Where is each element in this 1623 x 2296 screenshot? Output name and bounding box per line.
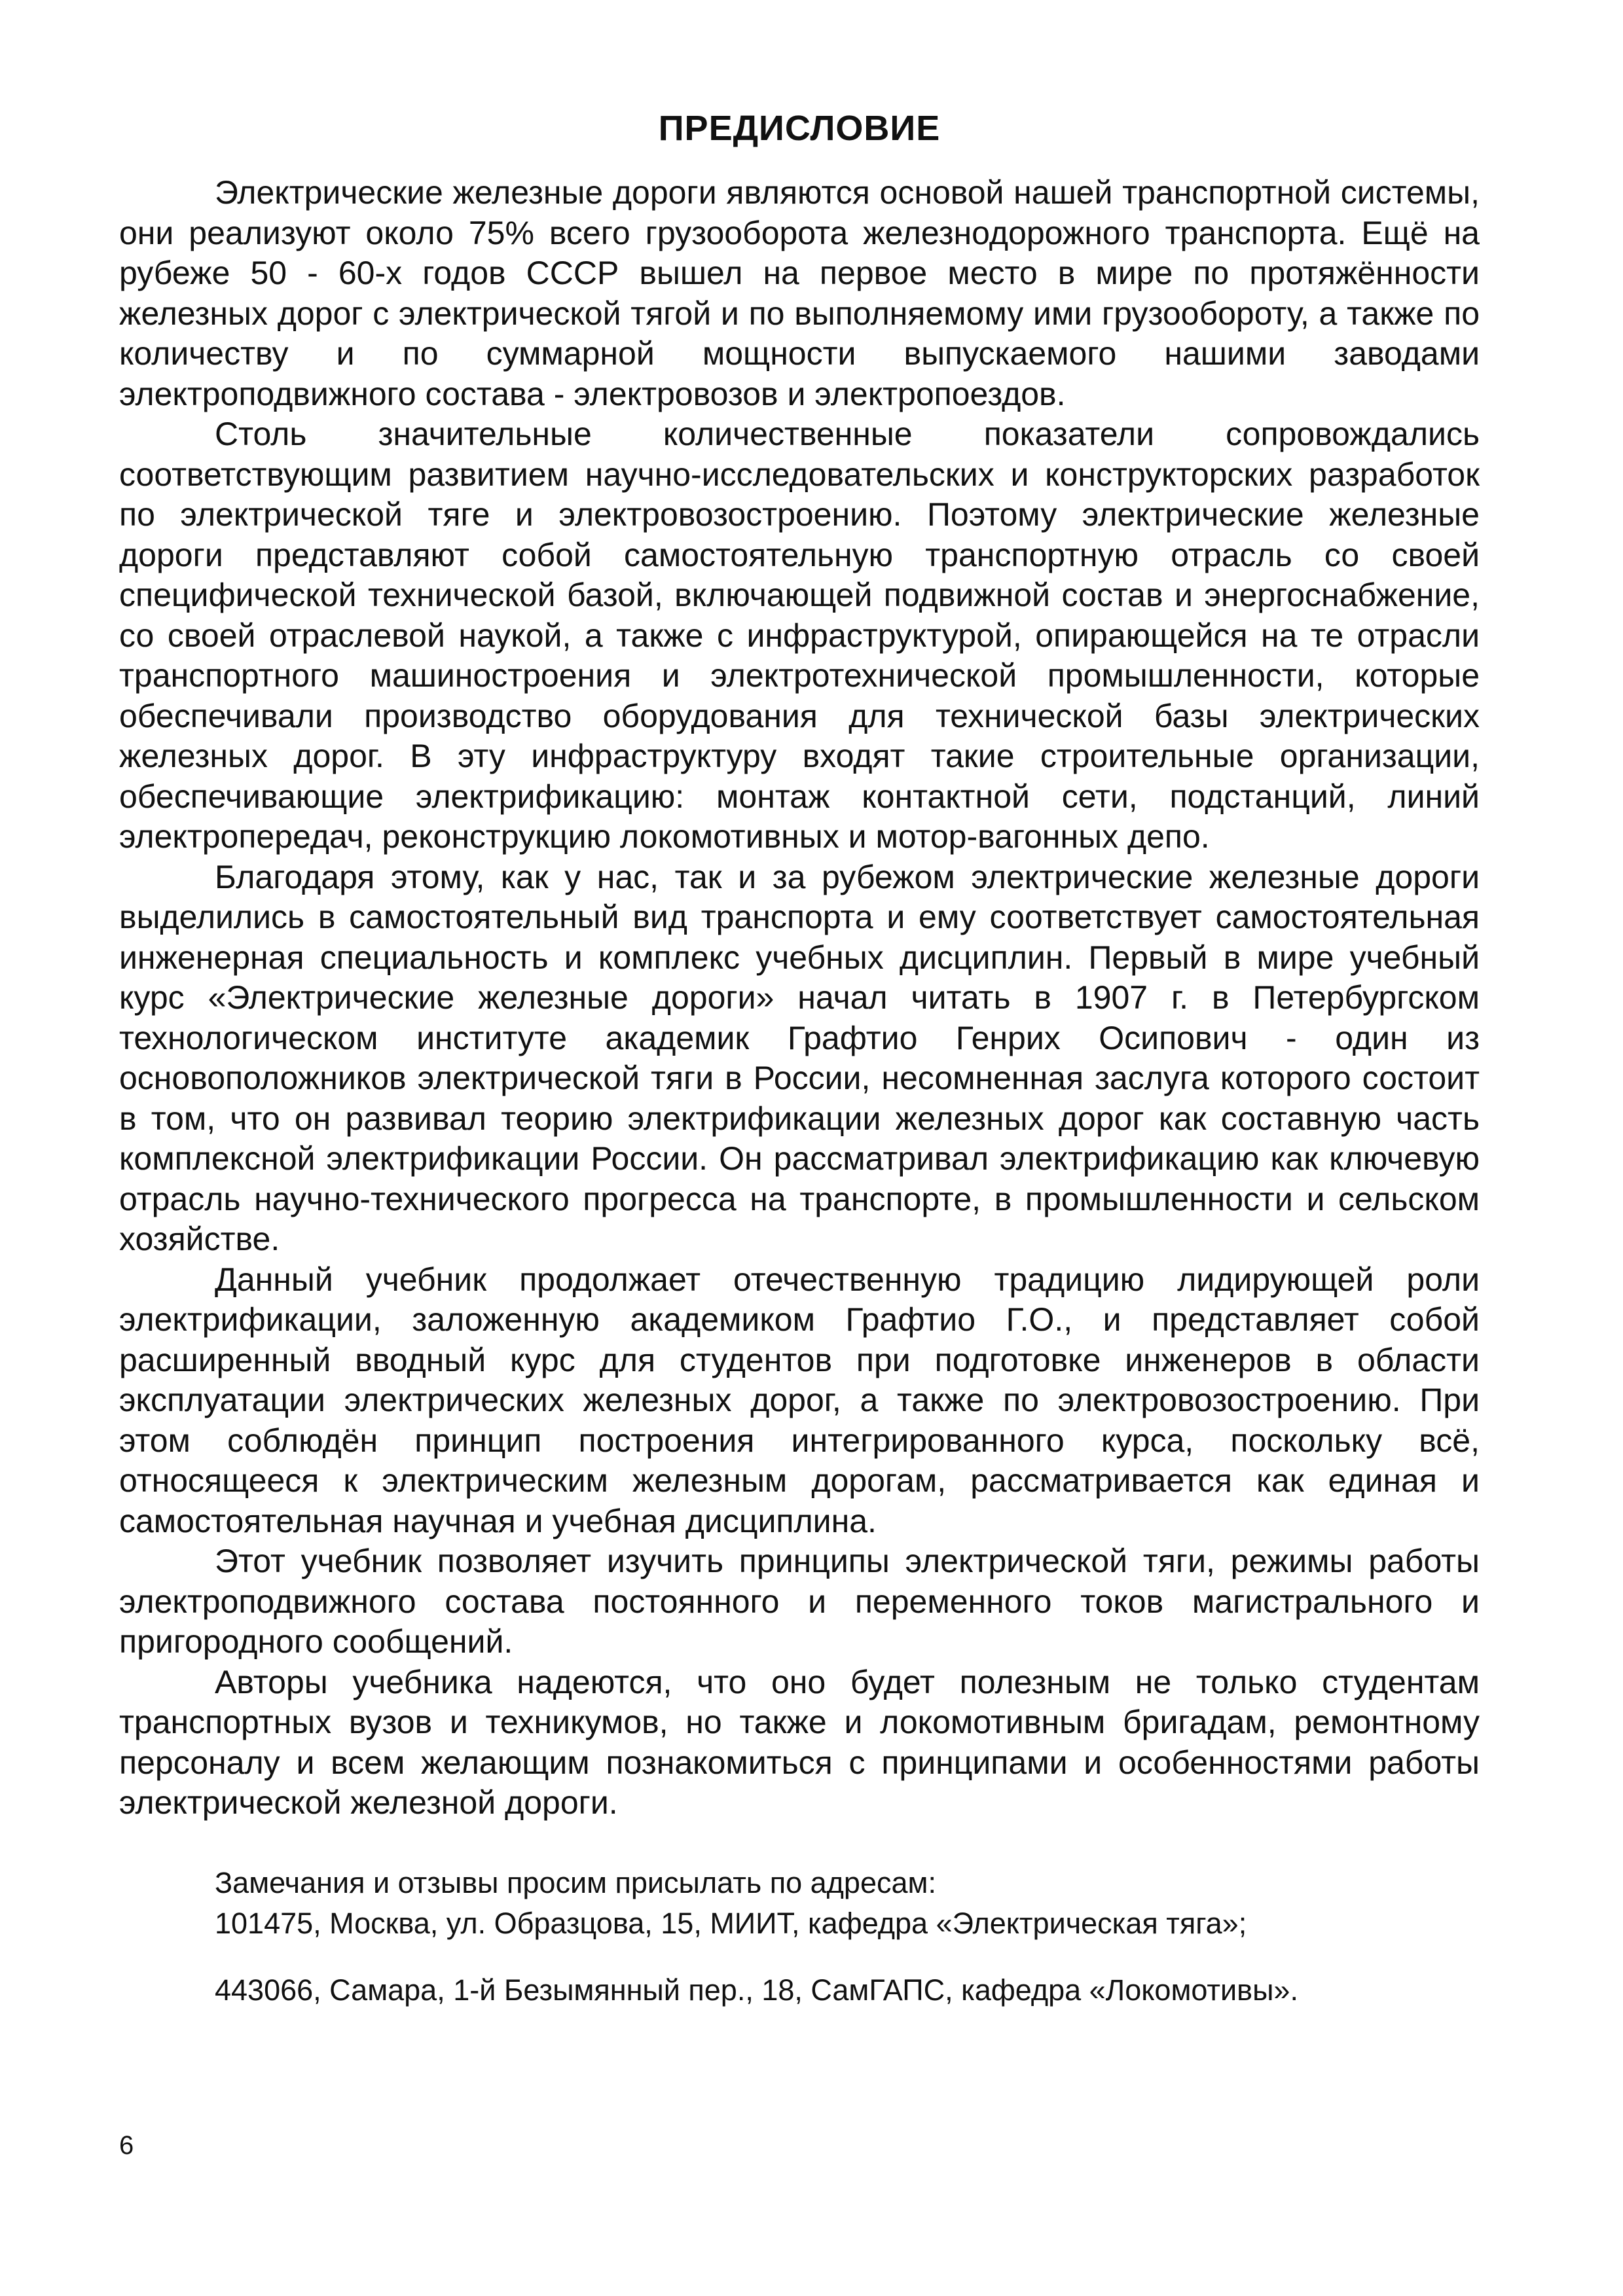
paragraph-2: Столь значительные количественные показатели сопровождались соответствующим развитием научно-исследовательских и конструкторских разработок по электрической тяге и электровозостроению. Поэтому электрические железные дороги представляют собой самостоятельную транспортную отрасль со своей специфической технической базой, включающей подвижной состав и энергоснабжение, со своей отраслевой наукой, а также с инфраструктурой, опирающейся на те отрасли транспортного машиностроения и электротехнической промышленности, которые обеспечивали производство оборудования для технической базы электрических железных дорог. В эту инфраструктуру входят такие строительные организации, обеспечивающие электрификацию: монтаж контактной сети, подстанций, линий электропередач, реконструкцию локомотивных и мотор-вагонных депо. xyxy=(119,416,1480,855)
contacts-address-samgaps: 443066, Самара, 1-й Безымянный пер., 18, СамГАПС, кафедра «Локомотивы». xyxy=(215,1973,1298,2007)
contacts-intro: Замечания и отзывы просим присылать по адресам: xyxy=(215,1865,936,1899)
contacts-block xyxy=(119,1863,1480,2011)
paragraph-4: Данный учебник продолжает отечественную традицию лидирующей роли электрификации, заложенную академиком Графтио Г.О., и представляет собой расширенный вводный курс для студентов при подготовке инженеров в области эксплуатации электрических железных дорог, а также по электровозостроению. При этом соблюдён принцип построения интегрированного курса, поскольку всё, относящееся к электрическим железным дорогам, рассматривается как единая и самостоятельная научная и учебная дисциплина. xyxy=(119,1261,1480,1539)
paragraph-1: Электрические железные дороги являются основой нашей транспортной системы, они реализуют около 75% всего грузооборота железнодорожного транспорта. Ещё на рубеже 50 - 60-х годов СССР вышел на первое место в мире по протяжённости железных дорог с электрической тягой и по выполняемому ими грузообороту, а также по количеству и по суммарной мощности выпускаемого нашими заводами электроподвижного состава - электровозов и электропоездов. xyxy=(119,174,1480,412)
contacts-address-miit: 101475, Москва, ул. Образцова, 15, МИИТ, кафедра «Электрическая тяга»; xyxy=(215,1906,1247,1940)
page-body xyxy=(119,105,1480,2011)
page-title: ПРЕДИСЛОВИЕ xyxy=(658,109,941,148)
page-number: 6 xyxy=(119,2131,134,2160)
paragraph-5: Этот учебник позволяет изучить принципы электрической тяги, режимы работы электроподвижного состава постоянного и переменного токов магистрального и пригородного сообщений. xyxy=(119,1543,1480,1660)
paragraph-6: Авторы учебника надеются, что оно будет полезным не только студентам транспортных вузов и техникумов, но также и локомотивным бригадам, ремонтному персоналу и всем желающим познакомиться с принципами и особенностями работы электрической железной дороги. xyxy=(119,1663,1480,1821)
paragraph-3: Благодаря этому, как у нас, так и за рубежом электрические железные дороги выделились в самостоятельный вид транспорта и ему соответствует самостоятельная инженерная специальность и комплекс учебных дисциплин. Первый в мире учебный курс «Электрические железные дороги» начал читать в 1907 г. в Петербургском технологическом институте академик Графтио Генрих Осипович - один из основоположников электрической тяги в России, несомненная заслуга которого состоит в том, что он развивал теорию электрификации железных дорог как составную часть комплексной электрификации России. Он рассматривал электрификацию как ключевую отрасль научно-технического прогресса на транспорте, в промышленности и сельском хозяйстве. xyxy=(119,858,1480,1257)
